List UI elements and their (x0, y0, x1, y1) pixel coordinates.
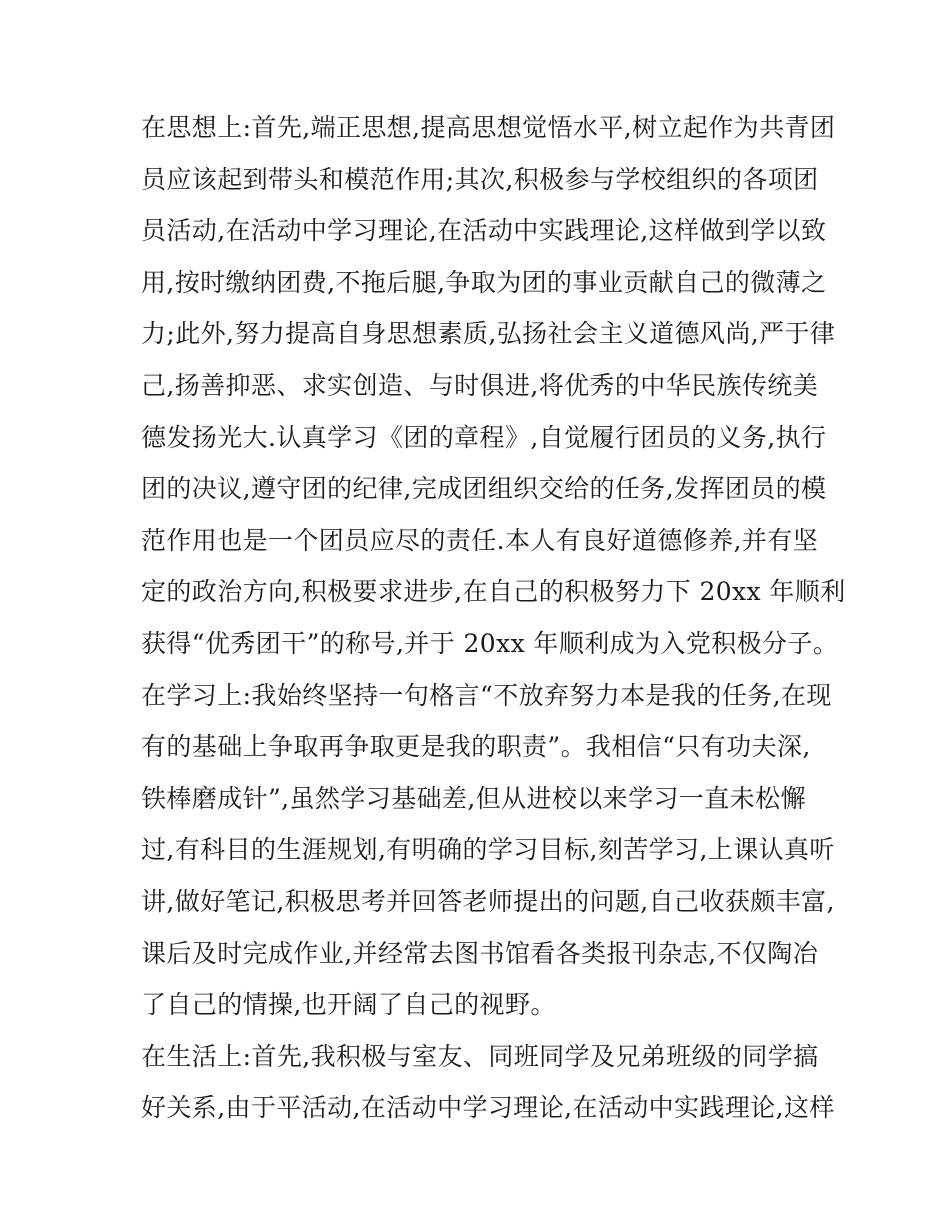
text-line: 在思想上:首先,端正思想,提高思想觉悟水平,树立起作为共青团 (141, 113, 836, 142)
text-line: 员应该起到带头和模范作用;其次,积极参与学校组织的各项团 (141, 164, 819, 194)
text-line: 过,有科目的生涯规划,有明确的学习目标,刻苦学习,上课认真听 (141, 835, 835, 865)
text-line: 课后及时完成作业,并经常去图书馆看各类报刊杂志,不仅陶冶 (141, 938, 819, 968)
paragraph-life (141, 1037, 835, 1129)
text-line: 定的政治方向,积极要求进步,在自己的积极努力下 20xx 年顺利 (141, 577, 846, 607)
text-line: 讲,做好笔记,积极思考并回答老师提出的问题,自己收获颇丰富, (141, 886, 835, 916)
text-line: 用,按时缴纳团费,不拖后腿,争取为团的事业贡献自己的微薄之 (141, 267, 827, 297)
text-line: 德发扬光大.认真学习《团的章程》,自觉履行团员的义务,执行 (141, 422, 827, 452)
text-line: 在学习上:我始终坚持一句格言“不放弃努力本是我的任务,在现 (141, 680, 832, 710)
body-text (141, 108, 846, 1140)
text-line: 铁棒磨成针”,虽然学习基础差,但从进校以来学习一直未松懈 (141, 783, 806, 813)
text-line: 了自己的情操,也开阔了自己的视野。 (141, 990, 556, 1020)
text-line: 在生活上:首先,我积极与室友、同班同学及兄弟班级的同学搞 (141, 1041, 819, 1071)
text-line: 员活动,在活动中学习理论,在活动中实践理论,这样做到学以致 (141, 216, 827, 246)
paragraph-study (141, 676, 835, 1026)
paragraph-thought (141, 108, 846, 664)
text-line: 有的基础上争取再争取更是我的职责”。我相信“只有功夫深, (141, 732, 811, 762)
text-line: 力;此外,努力提高自身思想素质,弘扬社会主义道德风尚,严于律 (141, 319, 836, 349)
text-line: 范作用也是一个团员应尽的责任.本人有良好道德修养,并有坚 (141, 525, 819, 555)
text-line: 获得“优秀团干”的称号,并于 20xx 年顺利成为入党积极分子。 (141, 628, 839, 658)
text-line: 好关系,由于平活动,在活动中学习理论,在活动中实践理论,这样 (141, 1093, 835, 1123)
text-line: 己,扬善抑恶、求实创造、与时俱进,将优秀的中华民族传统美 (141, 370, 819, 400)
text-line: 团的决议,遵守团的纪律,完成团组织交给的任务,发挥团员的模 (141, 474, 827, 504)
